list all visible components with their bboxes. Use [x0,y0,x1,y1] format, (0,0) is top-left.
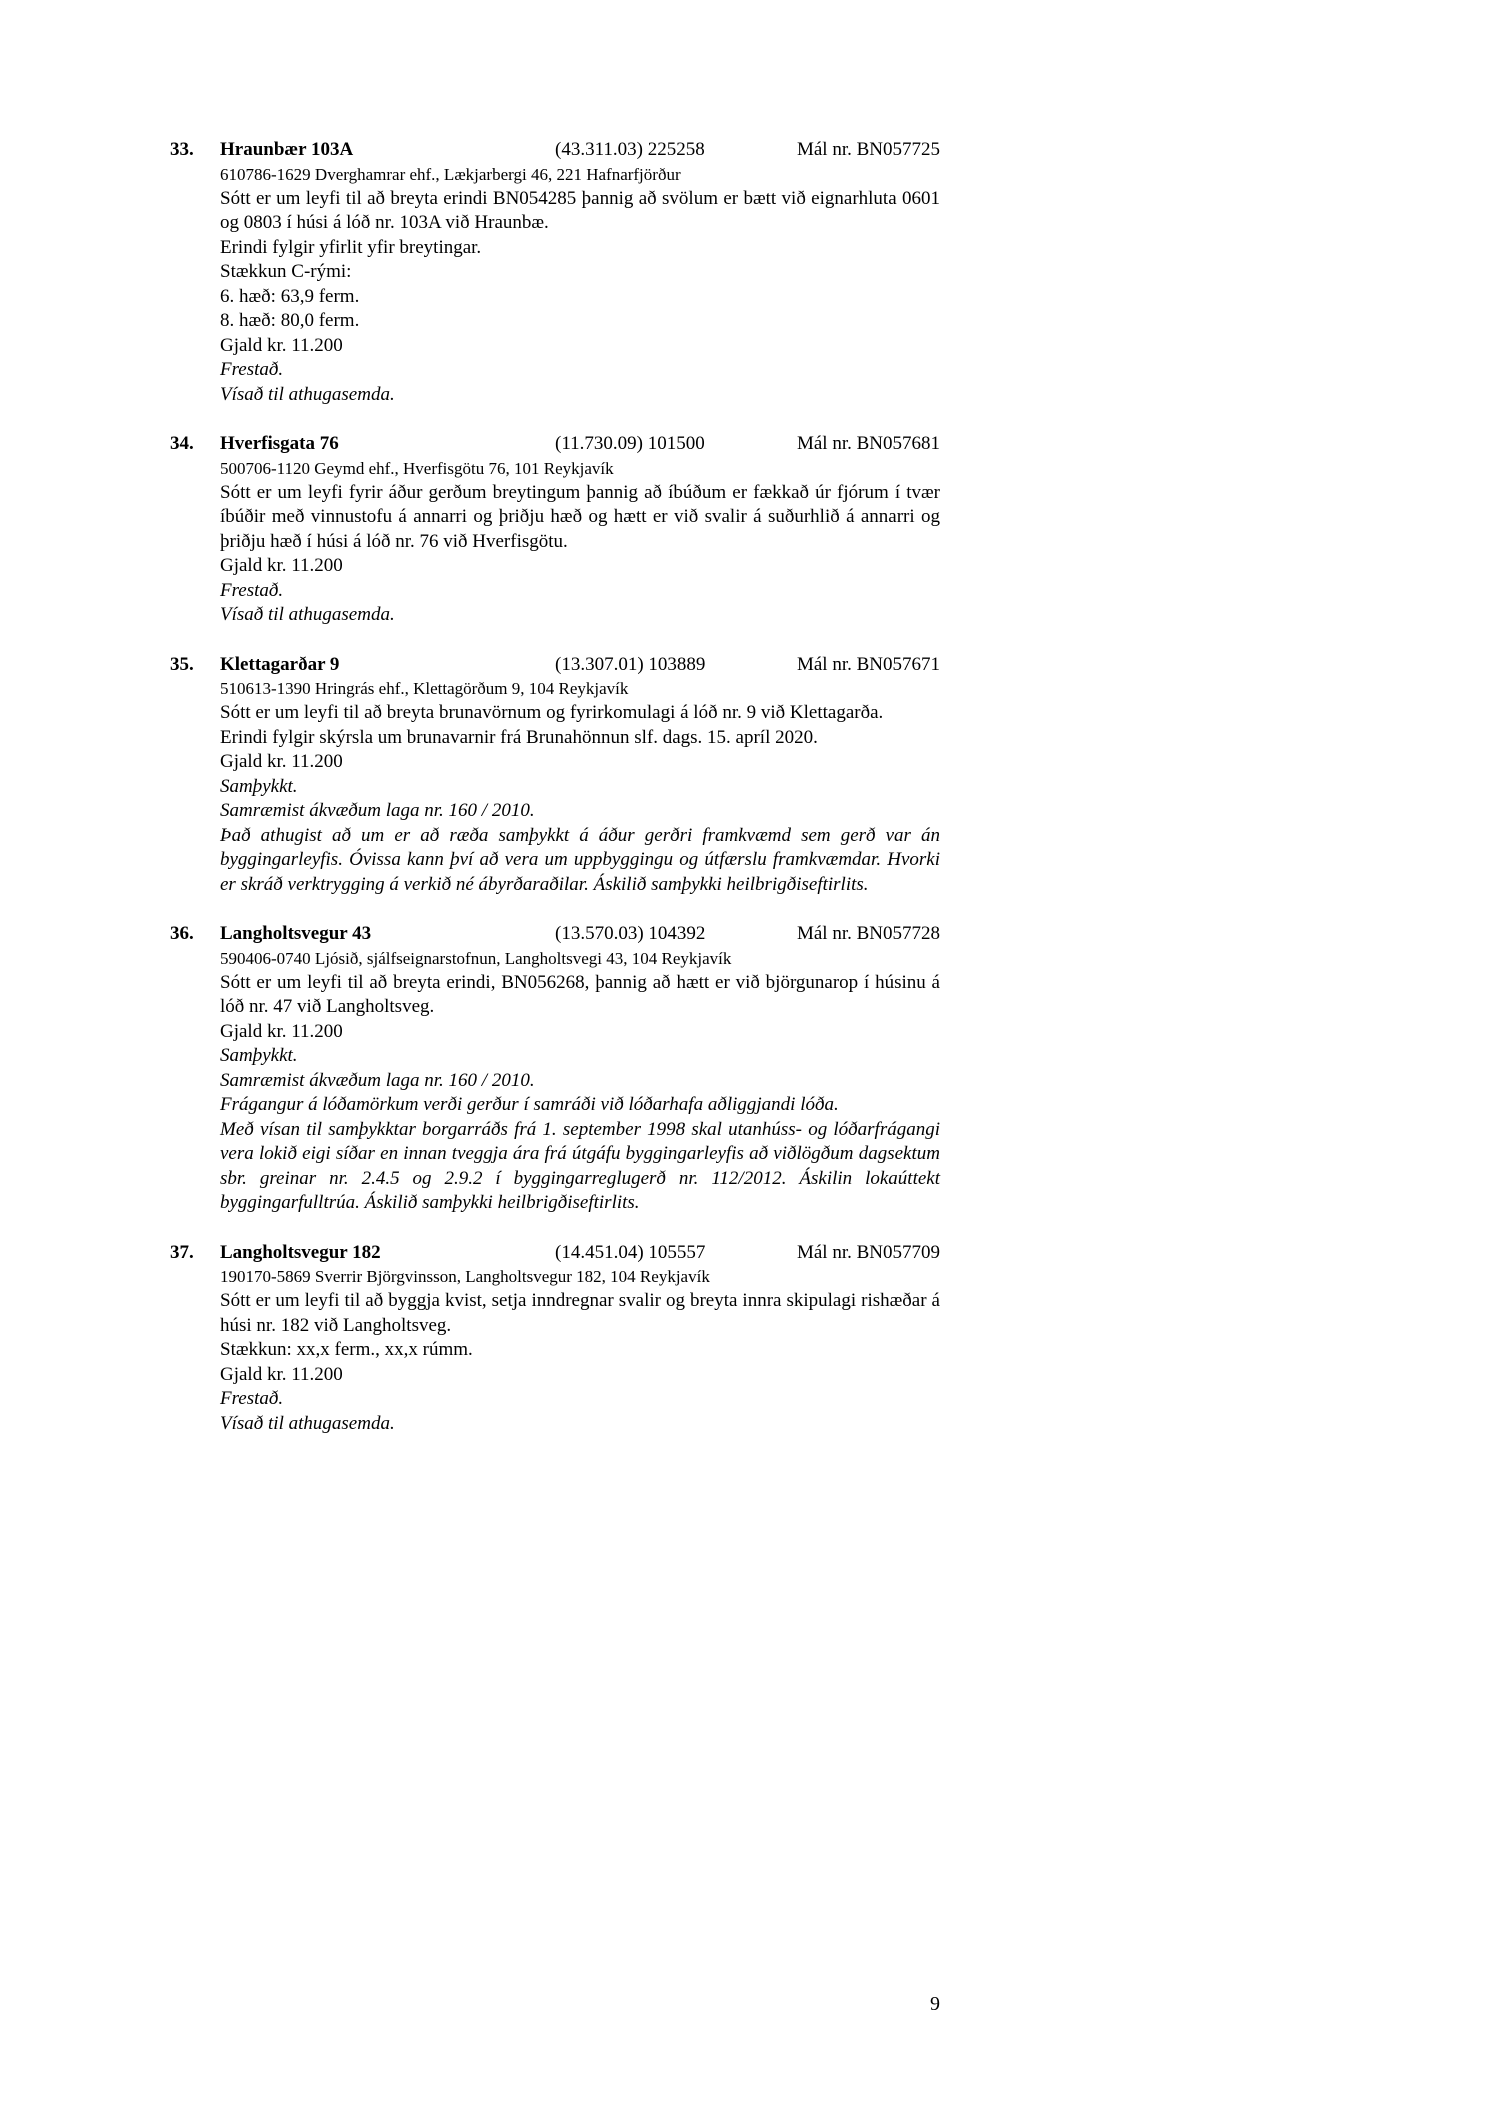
agenda-item [170,922,940,1216]
item-line: Gjald kr. 11.200 [220,334,343,356]
item-line: Vísað til athugasemda. [220,1412,395,1434]
item-line: 510613-1390 Hringrás ehf., Klettagörðum 9, 104 Reykjavík [220,679,629,698]
item-line: Samþykkt. [220,775,298,797]
item-case-number: Mál nr. BN057709 [796,1241,940,1263]
item-reference: (13.307.01) 103889 [555,653,706,675]
item-line: Erindi fylgir skýrsla um brunavarnir frá Brunahönnun slf. dags. 15. apríl 2020. [220,726,818,748]
item-body [220,457,940,628]
item-line: Frágangur á lóðamörkum verði gerður í samráði við lóðarhafa aðliggjandi lóða. [220,1094,839,1115]
item-case-number: Mál nr. BN057671 [796,653,940,675]
agenda-item [170,138,940,407]
item-title: Hraunbær 103A [220,139,354,160]
item-body [220,1265,940,1436]
item-line: 500706-1120 Geymd ehf., Hverfisgötu 76, 101 Reykjavík [220,458,614,478]
item-number: 37. [170,1241,194,1263]
item-line: 590406-0740 Ljósið, sjálfseignarstofnun, Langholtsvegi 43, 104 Reykjavík [220,948,732,968]
agenda-item-header [170,653,940,678]
agenda-item [170,1241,940,1437]
agenda-item-header [170,1241,940,1266]
item-line: Frestað. [220,1388,284,1409]
page-number: 9 [930,1993,940,2015]
item-line: 190170-5869 Sverrir Björgvinsson, Langholtsvegur 182, 104 Reykjavík [220,1267,710,1286]
item-reference: (43.311.03) 225258 [555,139,705,160]
item-line: Frestað. [220,359,284,380]
item-case-number: Mál nr. BN057728 [796,923,940,944]
item-line: Erindi fylgir yfirlit yfir breytingar. [220,236,482,258]
item-number: 36. [170,923,194,944]
item-line: Frestað. [220,579,284,601]
agenda-items-list [170,138,940,1461]
item-title: Klettagarðar 9 [220,653,340,675]
item-line: Samræmist ákvæðum laga nr. 160 / 2010. [220,800,535,821]
agenda-item-header [170,922,940,947]
agenda-item-header [170,432,940,457]
item-title: Langholtsvegur 182 [220,1241,381,1263]
item-line: Það athugist að um er að ræða samþykkt á áður gerðri framkvæmd sem gerð var án byggingarleyfis. Óvissa kann því að vera um uppbyggingu og útfærslu framkvæmdar. Hvorki er skráð verktrygging á verkið né ábyrðaraðilar. Áskilið samþykki heilbrigðiseftirlits. [220,824,940,895]
item-line: Gjald kr. 11.200 [220,751,343,772]
item-line: Sótt er um leyfi til að breyta erindi, BN056268, þannig að hætt er við björgunarop í húsinu á lóð nr. 47 við Langholtsveg. [220,971,940,1017]
item-line: Stækkun C-rými: [220,261,352,282]
item-number: 34. [170,433,194,454]
item-line: Stækkun: xx,x ferm., xx,x rúmm. [220,1339,473,1360]
item-reference: (11.730.09) 101500 [555,433,705,454]
item-number: 35. [170,653,194,675]
item-line: 8. hæð: 80,0 ferm. [220,310,360,331]
item-line: Sótt er um leyfi til að breyta brunavörnum og fyrirkomulagi á lóð nr. 9 við Klettagarða. [220,702,884,723]
item-body [220,947,940,1216]
item-reference: (14.451.04) 105557 [555,1241,706,1263]
item-line: 610786-1629 Dverghamrar ehf., Lækjarbergi 46, 221 Hafnarfjörður [220,164,681,184]
agenda-item-header [170,138,940,163]
item-case-number: Mál nr. BN057725 [796,139,940,160]
agenda-item [170,432,940,628]
item-reference: (13.570.03) 104392 [555,923,706,944]
item-number: 33. [170,139,194,160]
item-line: Með vísan til samþykktar borgarráðs frá 1. september 1998 skal utanhúss- og lóðarfrágangi vera lokið eigi síðar en innan tveggja ára frá útgáfu byggingarleyfis að viðlögðum dagsektum sbr. greinar nr. 2.4.5 og 2.9.2 í byggingarreglugerð nr. 112/2012. Áskilin lokaúttekt byggingarfulltrúa. Áskilið samþykki heilbrigðiseftirlits. [220,1118,940,1213]
item-body [220,677,940,897]
item-line: Sótt er um leyfi til að breyta erindi BN054285 þannig að svölum er bætt við eignarhluta 0601 og 0803 í húsi á lóð nr. 103A við Hraunbæ. [220,187,940,233]
item-case-number: Mál nr. BN057681 [796,433,940,454]
item-line: Vísað til athugasemda. [220,604,395,625]
item-body [220,163,940,408]
item-line: Samþykkt. [220,1045,298,1066]
item-line: 6. hæð: 63,9 ferm. [220,285,360,307]
item-line: Sótt er um leyfi til að byggja kvist, setja inndregnar svalir og breyta innra skipulagi rishæðar á húsi nr. 182 við Langholtsveg. [220,1290,940,1336]
item-title: Hverfisgata 76 [220,433,339,454]
item-line: Gjald kr. 11.200 [220,1020,343,1042]
item-line: Samræmist ákvæðum laga nr. 160 / 2010. [220,1069,535,1091]
item-line: Gjald kr. 11.200 [220,1363,343,1385]
item-line: Vísað til athugasemda. [220,383,395,405]
item-line: Sótt er um leyfi fyrir áður gerðum breytingum þannig að íbúðum er fækkað úr fjórum í tvær íbúðir með vinnustofu á annarri og þriðju hæð og hætt er við svalir á suðurhlið á annarri og þriðju hæð í húsi á lóð nr. 76 við Hverfisgötu. [220,481,940,552]
item-line: Gjald kr. 11.200 [220,555,343,576]
agenda-item [170,653,940,898]
item-title: Langholtsvegur 43 [220,923,372,944]
